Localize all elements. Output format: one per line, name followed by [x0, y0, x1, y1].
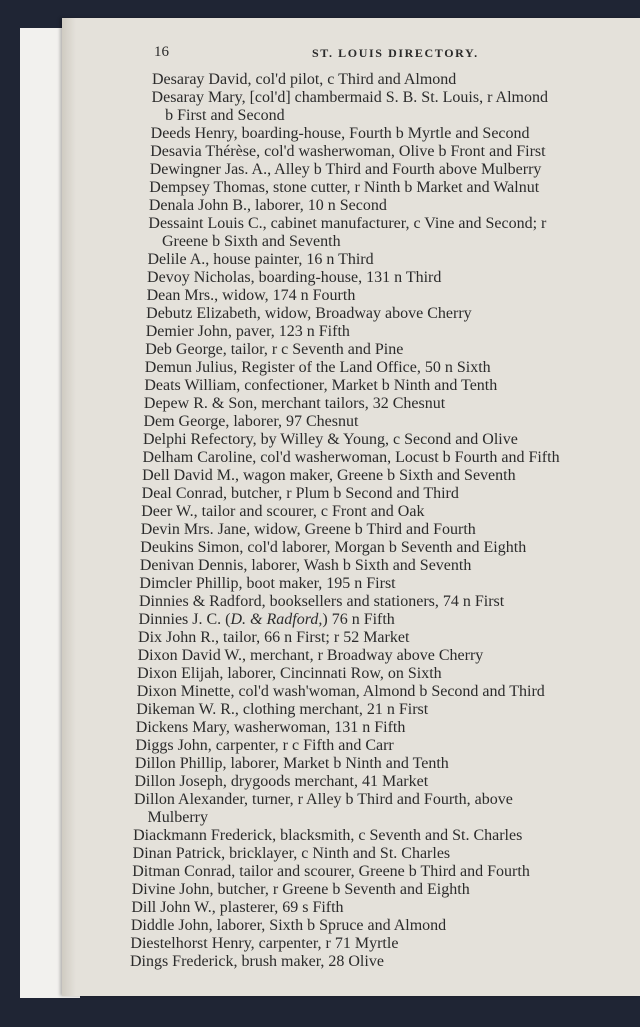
directory-entry: [141, 521, 622, 539]
entry-text: Dinnies J. C. (: [138, 611, 231, 628]
directory-entry: [134, 773, 622, 791]
directory-entry: [139, 575, 622, 593]
entry-text: Dix John R., tailor, 66 n First; r 52 Market: [138, 629, 410, 646]
entry-text: Dikeman W. R., clothing merchant, 21 n First: [136, 701, 429, 718]
page-gutter: [62, 18, 76, 996]
directory-entry: [143, 449, 622, 467]
directory-entry: [143, 431, 622, 449]
directory-entry: [144, 395, 622, 413]
entry-text: Demun Julius, Register of the Land Office, 50 n Sixth: [144, 359, 491, 376]
directory-entry: [138, 647, 622, 665]
entry-text: Denala John B., laborer, 10 n Second: [148, 197, 387, 214]
directory-entry: [150, 161, 622, 179]
directory-entry: [132, 863, 622, 881]
entry-text: Mulberry: [147, 809, 208, 826]
directory-entry: [133, 845, 622, 863]
entry-text: Dickens Mary, washerwoman, 131 n Fifth: [135, 719, 406, 736]
directory-page: [62, 18, 640, 996]
entry-text: b First and Second: [165, 107, 285, 124]
running-title: ST. LOUIS DIRECTORY.: [312, 46, 479, 60]
directory-entry: [146, 323, 622, 341]
entry-text: Desavia Thérèse, col'd washerwoman, Olive b Front and First: [150, 143, 546, 160]
directory-entry: [147, 287, 622, 305]
entry-text: Denivan Dennis, laborer, Wash b Sixth and Seventh: [139, 557, 472, 574]
directory-entries: [129, 71, 622, 971]
directory-entry: [151, 125, 622, 143]
entry-continuation: [151, 107, 622, 125]
directory-entry: [130, 953, 622, 971]
entry-italic-text: D. & Radford,: [230, 611, 323, 628]
page-number: 16: [154, 44, 169, 60]
entry-text: Diestelhorst Henry, carpenter, r 71 Myrtle: [130, 935, 399, 952]
directory-entry: [140, 539, 622, 557]
entry-text: Dillon Joseph, drygoods merchant, 41 Market: [134, 773, 429, 790]
entry-text: Dillon Alexander, turner, r Alley b Third and Fourth, above: [134, 791, 513, 808]
directory-entry: [152, 71, 622, 89]
directory-entry: [138, 629, 622, 647]
entry-text: Depew R. & Son, merchant tailors, 32 Chesnut: [143, 395, 446, 412]
directory-entry: [142, 467, 622, 485]
directory-entry: [141, 503, 622, 521]
entry-text: Demier John, paver, 123 n Fifth: [145, 323, 350, 340]
entry-text: Ditman Conrad, tailor and scourer, Greene b Third and Fourth: [132, 863, 530, 880]
entry-text: Devin Mrs. Jane, widow, Greene b Third and Fourth: [140, 521, 476, 538]
entry-text: Debutz Elizabeth, widow, Broadway above Cherry: [146, 305, 472, 322]
entry-text: Diddle John, laborer, Sixth b Spruce and Almond: [130, 917, 447, 934]
entry-text: Divine John, butcher, r Greene b Seventh and Eighth: [131, 881, 470, 898]
entry-text: Dempsey Thomas, stone cutter, r Ninth b Market and Walnut: [149, 179, 540, 196]
directory-entry: [137, 683, 622, 701]
directory-entry: [147, 269, 622, 287]
entry-text: Dings Frederick, brush maker, 28 Olive: [129, 953, 384, 970]
directory-entry: [148, 215, 622, 233]
directory-entry: [131, 899, 622, 917]
directory-entry: [142, 485, 622, 503]
entry-text: Dillon Phillip, laborer, Market b Ninth and Tenth: [134, 755, 449, 772]
entry-text-after: ) 76 n Fifth: [322, 611, 395, 628]
entry-text: Deats William, confectioner, Market b Ninth and Tenth: [144, 377, 498, 394]
directory-entry: [144, 377, 622, 395]
entry-text: Dean Mrs., widow, 174 n Fourth: [146, 287, 356, 304]
entry-text: Dem George, laborer, 97 Chesnut: [143, 413, 359, 430]
entry-text: Dixon Minette, col'd wash'woman, Almond b Second and Third: [136, 683, 545, 700]
directory-entry: [145, 341, 622, 359]
directory-entry: [133, 827, 622, 845]
entry-text: Dimcler Phillip, boot maker, 195 n First: [139, 575, 396, 592]
directory-entry: [140, 557, 622, 575]
directory-entry: [131, 917, 622, 935]
directory-entry: [148, 251, 623, 269]
directory-entry: [137, 665, 622, 683]
entry-text: Diggs John, carpenter, r c Fifth and Carr: [135, 737, 394, 754]
entry-text: Diackmann Frederick, blacksmith, c Seventh and St. Charles: [133, 827, 523, 844]
entry-text: Delham Caroline, col'd washerwoman, Locust b Fourth and Fifth: [142, 449, 560, 466]
entry-text: Deeds Henry, boarding-house, Fourth b Myrtle and Second: [150, 125, 530, 142]
directory-entry: [130, 935, 622, 953]
directory-entry: [143, 413, 622, 431]
directory-entry: [150, 143, 622, 161]
directory-entry: [134, 791, 622, 809]
entry-text: Dixon Elijah, laborer, Cincinnati Row, on Sixth: [137, 665, 442, 682]
entry-text: Devoy Nicholas, boarding-house, 131 n Third: [147, 269, 442, 286]
entry-text: Greene b Sixth and Seventh: [161, 233, 341, 250]
entry-text: Dinnies & Radford, booksellers and stationers, 74 n First: [138, 593, 505, 610]
entry-text: Deukins Simon, col'd laborer, Morgan b Seventh and Eighth: [140, 539, 527, 556]
entry-text: Delphi Refectory, by Willey & Young, c Second and Olive: [143, 431, 518, 448]
entry-text: Delile A., house painter, 16 n Third: [147, 251, 374, 268]
entry-continuation: [134, 809, 622, 827]
directory-entry: [152, 89, 622, 107]
directory-entry: [149, 197, 622, 215]
directory-entry: [146, 305, 622, 323]
directory-entry: [149, 179, 622, 197]
entry-text: Dell David M., wagon maker, Greene b Sixth and Seventh: [142, 467, 516, 484]
directory-entry: [145, 359, 622, 377]
directory-entry: [132, 881, 622, 899]
entry-text: Dewingner Jas. A., Alley b Third and Fourth above Mulberry: [149, 161, 542, 178]
page-header: [62, 44, 640, 62]
entry-text: Deal Conrad, butcher, r Plum b Second and Third: [141, 485, 459, 502]
entry-text: Dinan Patrick, bricklayer, c Ninth and St. Charles: [132, 845, 451, 862]
entry-text: Deer W., tailor and scourer, c Front and Oak: [141, 503, 425, 520]
entry-text: Desaray Mary, [col'd] chambermaid S. B. St. Louis, r Almond: [151, 89, 548, 106]
directory-entry: [136, 719, 622, 737]
directory-entry: [139, 593, 622, 611]
entry-text: Dixon David W., merchant, r Broadway above Cherry: [137, 647, 484, 664]
entry-text: Deb George, tailor, r c Seventh and Pine: [145, 341, 404, 358]
directory-entry: [135, 737, 622, 755]
entry-text: Desaray David, col'd pilot, c Third and Almond: [152, 71, 457, 88]
directory-entry: [139, 611, 623, 629]
directory-entry: [135, 755, 622, 773]
entry-continuation: [148, 233, 622, 251]
directory-entry: [136, 701, 622, 719]
entry-text: Dill John W., plasterer, 69 s Fifth: [131, 899, 344, 916]
entry-text: Dessaint Louis C., cabinet manufacturer, c Vine and Second; r: [148, 215, 547, 232]
